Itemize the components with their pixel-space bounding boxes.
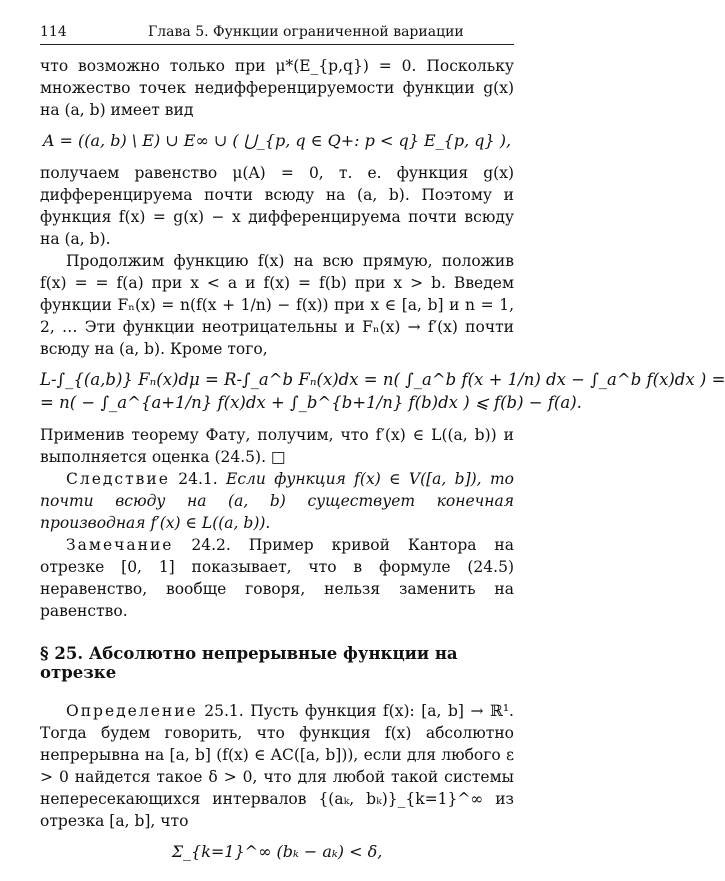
section-heading: § 25. Абсолютно непрерывные функции на отрезке [40,644,458,682]
book-page [40,22,725,861]
remark-label: Замечание [66,536,174,554]
chapter-title: Глава 5. Функции ограниченной вариации [148,24,464,40]
page-number: 114 [40,24,67,40]
corollary-text: Если функция f(x) ∈ V([a, b]), то почти всюду на (a, b) существует конечная производная f′(x) ∈ L((a, b)). [40,470,514,532]
formula-sum-delta: Σ_{k=1}^∞ (bₖ − aₖ) < δ, [171,842,383,861]
paragraph-1: что возможно только при μ*(E_{p,q}) = 0. Поскольку множество точек недифференцируемости функции g(x) на (a, b) имеет вид [40,57,514,119]
remark-text: 24.2. Пример кривой Кантора на отрезке [0, 1] показывает, что в формуле (24.5) неравенство, вообще говоря, нельзя заменить на равенство. [40,536,514,620]
remark-24-2 [40,534,514,622]
running-header [40,22,514,45]
corollary-24-1 [40,468,514,534]
definition-25-1 [40,700,514,832]
corollary-number: 24.1. [178,470,218,488]
paragraph-4: Применив теорему Фату, получим, что f′(x) ∈ L((a, b)) и выполняется оценка (24.5). □ [40,426,514,466]
definition-text: 25.1. Пусть функция f(x): [a, b] → ℝ¹. Тогда будем говорить, что функция f(x) абсолютно непрерывна на [a, b] (f(x) ∈ AC([a, b])), если для любого ε > 0 найдется такое δ > 0, что для любой такой системы непересекающихся интервалов {(aₖ, bₖ)}_{k=1}^∞ из отрезка [a, b], что [40,702,514,830]
formula-integral-line-1: L-∫_{(a,b)} Fₙ(x)dμ = R-∫_a^b Fₙ(x)dx = n( ∫_a^b f(x + 1/n) dx − ∫_a^b f(x)dx ) = [40,370,725,389]
paragraph-3: Продолжим функцию f(x) на всю прямую, положив f(x) = = f(a) при x < a и f(x) = f(b) при x > b. Введем функции Fₙ(x) = n(f(x + 1/n) − f(x)) при x ∈ [a, b] и n = 1, 2, … Эти функции неотрицательны и Fₙ(x) → f′(x) почти всюду на (a, b). Кроме того, [40,252,514,358]
definition-label: Определение [66,702,198,720]
paragraph-2: получаем равенство μ(A) = 0, т. е. функция g(x) дифференцируема почти всюду на (a, b). Поэтому и функция f(x) = g(x) − x дифференцируема почти всюду на (a, b). [40,164,514,248]
corollary-label: Следствие [66,470,170,488]
formula-integral-line-2: = n( − ∫_a^{a+1/n} f(x)dx + ∫_b^{b+1/n} f(b)dx ) ⩽ f(b) − f(a). [40,393,582,412]
formula-set-a: A = ((a, b) \ E) ∪ E∞ ∪ ( ⋃_{p, q ∈ Q+: p < q} E_{p, q} ), [42,131,512,150]
